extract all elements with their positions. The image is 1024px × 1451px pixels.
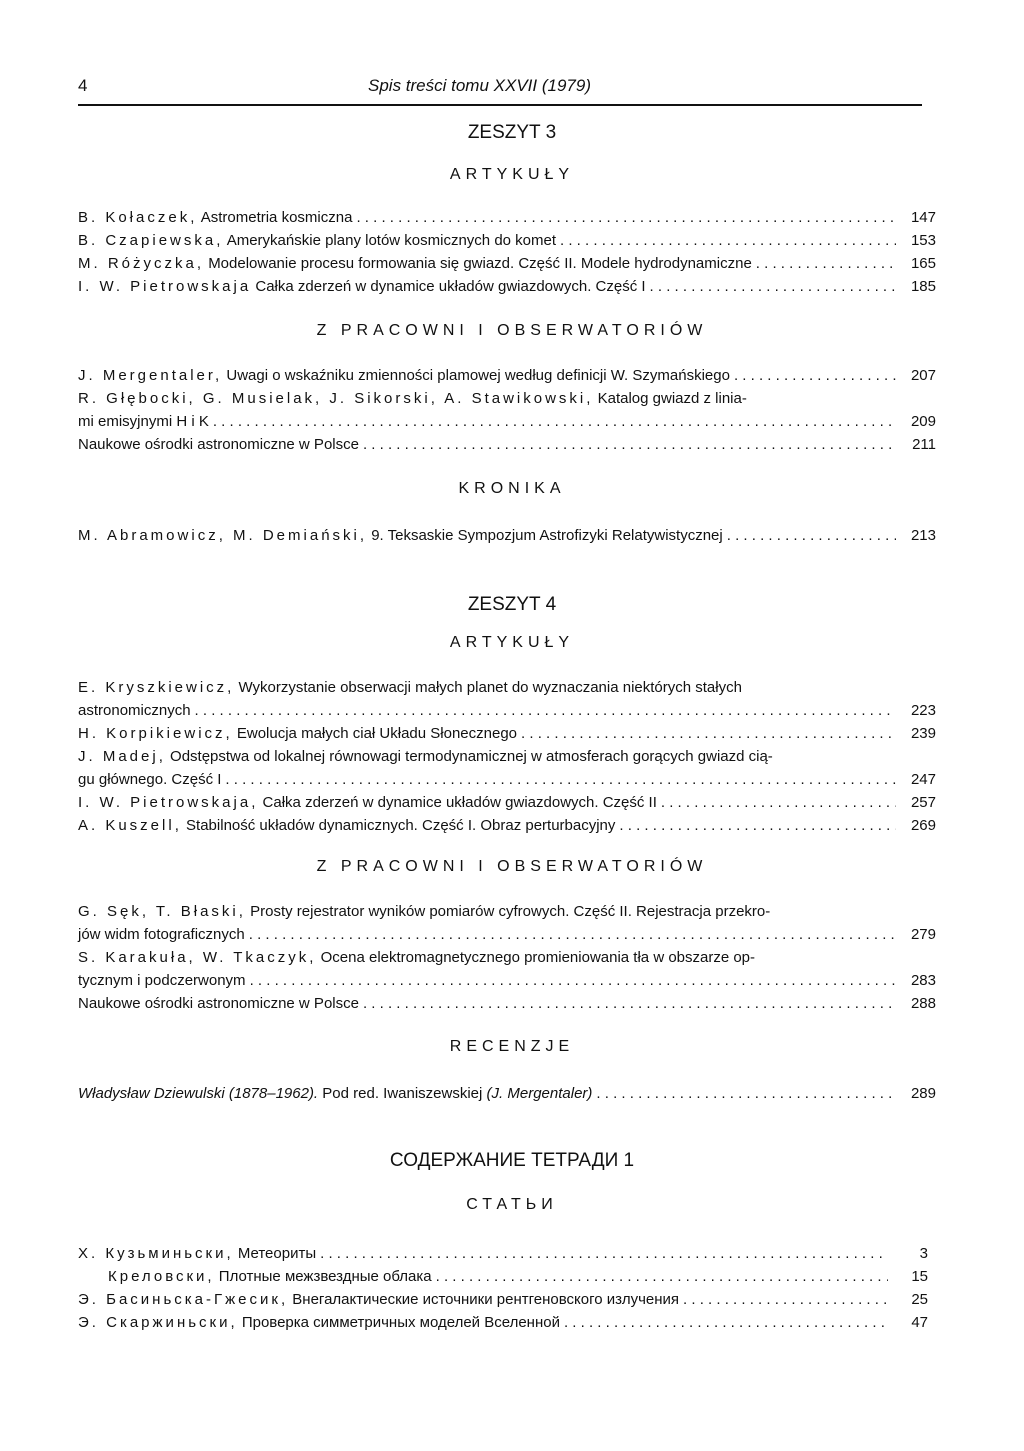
entry-title: 9. Teksaskie Sympozjum Astrofizyki Relatywistycznej <box>371 527 723 544</box>
entry-page: 25 <box>911 1291 928 1308</box>
review-text: Pod red. Iwaniszewskiej <box>322 1085 483 1102</box>
header-rule <box>78 104 922 106</box>
toc-entry[interactable] <box>78 254 936 277</box>
entry-page: 269 <box>910 817 936 834</box>
entry-page: 211 <box>912 436 936 453</box>
entry-title: Naukowe ośrodki astronomiczne w Polsce <box>78 995 359 1012</box>
entry-author: M. Abramowicz, M. Demiański, <box>78 527 368 544</box>
issue-4-reviews-heading: RECENZJE <box>449 1038 575 1055</box>
toc-entry[interactable] <box>78 1313 928 1336</box>
toc-entry[interactable] <box>78 994 936 1017</box>
entry-author: Э. Скаржиньски, <box>78 1314 238 1331</box>
entry-author: B. Czapiewska, <box>78 232 224 249</box>
entry-page: 279 <box>910 926 936 943</box>
issue-4-title: ZESZYT 4 <box>467 594 557 615</box>
entry-title: Całka zderzeń w dynamice układów gwiazdowych. Część I <box>255 278 646 295</box>
entry-author: H. Korpikiewicz, <box>78 725 233 742</box>
toc-entry[interactable] <box>78 1244 928 1267</box>
toc-entry[interactable] <box>78 366 936 389</box>
entry-page: 223 <box>910 702 936 719</box>
entry-page: 47 <box>911 1314 928 1331</box>
entry-author: I. W. Pietrowskaja, <box>78 794 259 811</box>
entry-author: B. Kołaczek, <box>78 209 198 226</box>
entry-page: 147 <box>910 209 936 226</box>
russian-articles-heading: СТАТЬИ <box>466 1196 558 1213</box>
entry-title: Uwagi o wskaźniku zmienności plamowej według definicji W. Szymańskiego <box>226 367 730 384</box>
entry-page: 15 <box>911 1268 928 1285</box>
toc-entry[interactable] <box>78 793 936 816</box>
entry-author: E. Kryszkiewicz, <box>78 679 235 696</box>
issue-4-articles-heading: ARTYKUŁY <box>449 634 575 651</box>
toc-entry[interactable] <box>78 389 936 435</box>
entry-author: Х. Кузьминьски, <box>78 1245 234 1262</box>
toc-entry[interactable] <box>78 747 936 793</box>
page-number: 4 <box>78 76 88 95</box>
issue-4-labs-heading: Z PRACOWNI I OBSERWATORIÓW <box>316 858 708 875</box>
entry-title: Astrometria kosmiczna <box>200 209 353 226</box>
entry-page: 165 <box>910 255 936 272</box>
entry-title: Wykorzystanie obserwacji małych planet do wyznaczania niektórych stałych <box>238 679 742 696</box>
entry-author: G. Sęk, T. Błaski, <box>78 903 246 920</box>
entry-title: Odstępstwa od lokalnej równowagi termodynamicznej w atmosferach gorących gwiazd cią- <box>170 748 773 765</box>
entry-title: Внегалактические источники рентгеновского излучения <box>292 1291 680 1308</box>
toc-entry[interactable] <box>78 231 936 254</box>
entry-author: R. Głębocki, G. Musielak, J. Sikorski, A. Stawikowski, <box>78 390 594 407</box>
entry-page: 288 <box>910 995 936 1012</box>
entry-title-continued: astronomicznych <box>78 702 191 719</box>
entry-author: J. Madej, <box>78 748 166 765</box>
entry-title: Całka zderzeń w dynamice układów gwiazdowych. Część II <box>262 794 657 811</box>
toc-entry[interactable] <box>78 1084 936 1107</box>
entry-title-continued: jów widm fotograficznych <box>78 926 245 943</box>
toc-entry[interactable] <box>78 678 936 724</box>
entry-title: Stabilność układów dynamicznych. Część I. Obraz perturbacyjny <box>186 817 616 834</box>
issue-3-articles-heading: ARTYKUŁY <box>449 166 575 183</box>
entry-title: Modelowanie procesu formowania się gwiazd. Część II. Modele hydrodynamiczne <box>208 255 752 272</box>
issue-3-title: ZESZYT 3 <box>467 122 557 143</box>
entry-title-continued: gu głównego. Część I <box>78 771 222 788</box>
entry-page: 207 <box>910 367 936 384</box>
entry-title: Naukowe ośrodki astronomiczne w Polsce <box>78 436 359 453</box>
entry-author: M. Różyczka, <box>78 255 205 272</box>
toc-entry[interactable] <box>78 277 936 300</box>
entry-author: S. Karakuła, W. Tkaczyk, <box>78 949 317 966</box>
entry-title: Katalog gwiazd z linia- <box>597 390 747 407</box>
entry-title: Prosty rejestrator wyników pomiarów cyfrowych. Część II. Rejestracja przekro- <box>250 903 771 920</box>
entry-author: J. Mergentaler, <box>78 367 223 384</box>
entry-title: Ewolucja małych ciał Układu Słonecznego <box>236 725 518 742</box>
entry-author: A. Kuszell, <box>78 817 182 834</box>
entry-page: 289 <box>910 1085 936 1102</box>
entry-title-continued: mi emisyjnymi H i K <box>78 413 209 430</box>
toc-entry[interactable] <box>78 435 936 458</box>
toc-entry[interactable] <box>78 816 936 839</box>
issue-3-chronicle-heading: KRONIKA <box>458 480 566 497</box>
entry-page: 283 <box>910 972 936 989</box>
toc-entry[interactable] <box>78 948 936 994</box>
entry-author: Э. Басиньска-Гжесик, <box>78 1291 289 1308</box>
entry-title: Amerykańskie plany lotów kosmicznych do komet <box>226 232 557 249</box>
review-book-title: Władysław Dziewulski (1878–1962). <box>78 1085 319 1102</box>
entry-author: I. W. Pietrowskaja <box>78 278 252 295</box>
entry-page: 209 <box>910 413 936 430</box>
toc-entry[interactable] <box>78 1267 928 1290</box>
entry-author: Креловски, <box>108 1268 215 1285</box>
entry-title: Плотные межзвездные облака <box>218 1268 432 1285</box>
toc-entry[interactable] <box>78 208 936 231</box>
entry-title: Метеориты <box>237 1245 317 1262</box>
russian-contents-title: СОДЕРЖАНИЕ ТЕТРАДИ 1 <box>389 1150 635 1171</box>
toc-entry[interactable] <box>78 1290 928 1313</box>
toc-entry[interactable] <box>78 526 936 549</box>
entry-page: 3 <box>919 1245 928 1262</box>
entry-title: Ocena elektromagnetycznego promieniowania tła w obszarze op- <box>320 949 756 966</box>
toc-entry[interactable] <box>78 902 936 948</box>
review-editor: (J. Mergentaler) <box>486 1085 593 1102</box>
running-title: Spis treści tomu XXVII (1979) <box>368 76 591 95</box>
entry-page: 239 <box>910 725 936 742</box>
entry-title-continued: tycznym i podczerwonym <box>78 972 246 989</box>
entry-title: Проверка симметричных моделей Вселенной <box>241 1314 560 1331</box>
entry-page: 213 <box>910 527 936 544</box>
entry-page: 185 <box>910 278 936 295</box>
entry-page: 153 <box>910 232 936 249</box>
entry-page: 257 <box>910 794 936 811</box>
running-head <box>78 76 922 102</box>
issue-3-labs-heading: Z PRACOWNI I OBSERWATORIÓW <box>316 322 708 339</box>
toc-entry[interactable] <box>78 724 936 747</box>
entry-page: 247 <box>910 771 936 788</box>
